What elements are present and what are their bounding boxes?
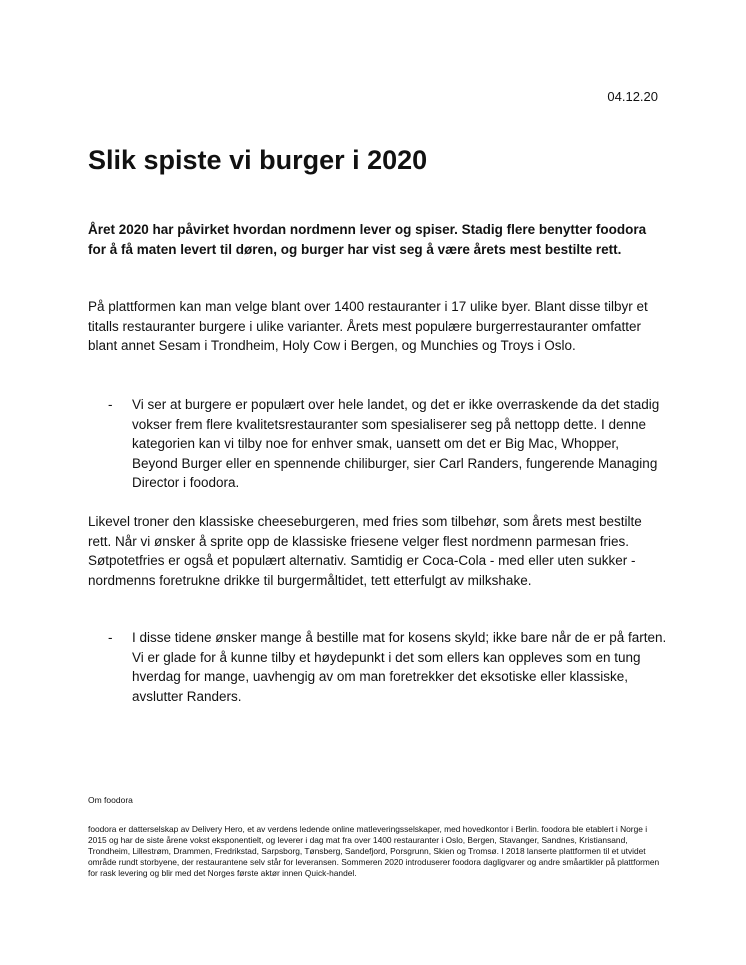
body-paragraph-1: På plattformen kan man velge blant over 1400 restauranter i 17 ulike byer. Blant disse tilbyr et titalls restauranter burgere i ulike varianter. Årets mest populære burgerrestauranter omfatter blant annet Sesam i Trondheim, Holy Cow i Bergen, og Munchies og Troys i Oslo. (88, 299, 648, 353)
list-dash: - (108, 397, 113, 412)
body-paragraph-2: Likevel troner den klassiske cheeseburgeren, med fries som tilbehør, som årets mest bestilte rett. Når vi ønsker å sprite opp de klassiske friesene velger flest nordmenn parmesan fries. Søtpotetfries er også et populært alternativ. Samtidig er Coca-Cola - med eller uten sukker - nordmenns foretrukne drikke til burgermåltidet, tett etterfulgt av milkshake. (88, 514, 642, 588)
document-date: 04.12.20 (607, 89, 658, 104)
lead-paragraph: Året 2020 har påvirket hvordan nordmenn lever og spiser. Stadig flere benytter foodora for å få maten levert til døren, og burger har vist seg å være årets mest bestilte rett. (88, 222, 647, 257)
page-title: Slik spiste vi burger i 2020 (88, 145, 428, 175)
quote-text-2: I disse tidene ønsker mange å bestille mat for kosens skyld; ikke bare når de er på farten. Vi er glade for å kunne tilby et høydepunkt i det som ellers kan oppleves som en tung hverdag for mange, uavhengig av om man foretrekker det eksotiske eller klassiske, avslutter Randers. (132, 630, 667, 704)
quote-text-1: Vi ser at burgere er populært over hele landet, og det er ikke overraskende da det stadig vokser frem flere kvalitetsrestauranter som spesialiserer seg på nettopp dette. I denne kategorien kan vi tilby noe for enhver smak, uansett om det er Big Mac, Whopper, Beyond Burger eller en spennende chiliburger, sier Carl Randers, fungerende Managing Director i foodora. (132, 397, 660, 490)
list-dash: - (108, 630, 113, 645)
about-text: foodora er datterselskap av Delivery Hero, et av verdens ledende online matleveringsselskaper, med hovedkontor i Berlin. foodora ble etablert i Norge i 2015 og har de siste årene vokst eksponentielt, og leverer i dag mat fra over 1400 restauranter i Oslo, Bergen, Stavanger, Sandnes, Kristiansand, Trondheim, Lillestrøm, Drammen, Fredrikstad, Sarpsborg, Tønsberg, Sandefjord, Porsgrunn, Skien og Tromsø. I 2018 lanserte plattformen til et utvidet område rundt storbyene, der restaurantene selv står for leveransen. Sommeren 2020 introduserer foodora dagligvarer og andre småartikler på plattformen for rask levering og blir med det Norges første aktør innen Quick-handel. (88, 824, 660, 878)
about-heading: Om foodora (88, 795, 133, 805)
